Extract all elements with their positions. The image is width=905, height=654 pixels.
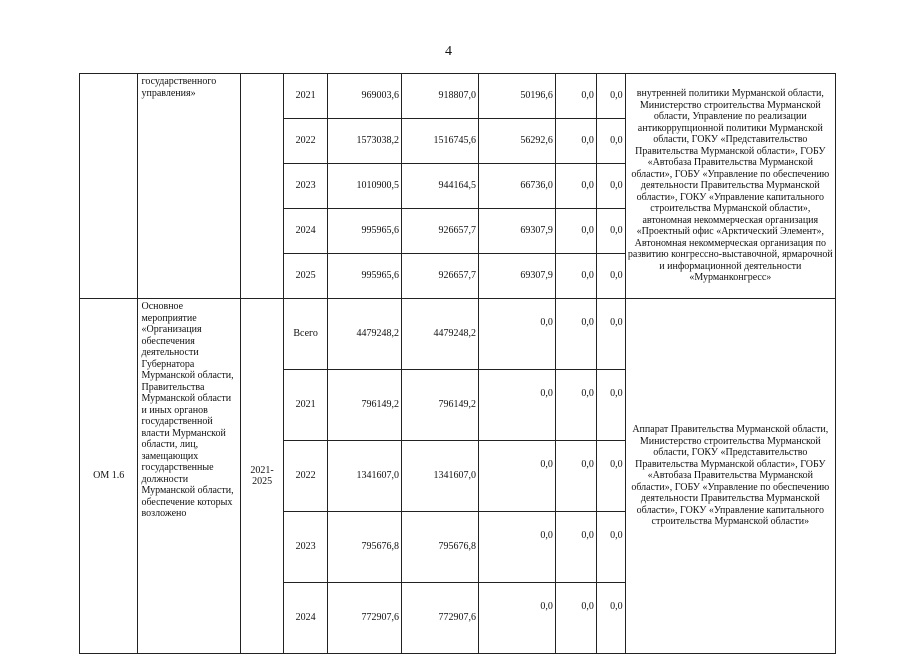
regional-budget-cell: 796149,2 xyxy=(402,370,479,441)
total-cell: 796149,2 xyxy=(328,370,402,441)
federal-budget-cell: 66736,0 xyxy=(478,164,555,209)
local-budget-cell: 0,0 xyxy=(555,74,596,119)
program-table xyxy=(79,73,836,654)
federal-budget-cell: 0,0 xyxy=(478,583,555,654)
local-budget-cell: 0,0 xyxy=(555,209,596,254)
federal-budget-cell: 0,0 xyxy=(478,441,555,512)
other-sources-cell: 0,0 xyxy=(596,254,625,299)
regional-budget-cell: 1341607,0 xyxy=(402,441,479,512)
local-budget-cell: 0,0 xyxy=(555,370,596,441)
local-budget-cell: 0,0 xyxy=(555,583,596,654)
year-cell: 2024 xyxy=(284,583,328,654)
regional-budget-cell: 918807,0 xyxy=(402,74,479,119)
total-cell: 772907,6 xyxy=(328,583,402,654)
federal-budget-cell: 0,0 xyxy=(478,370,555,441)
local-budget-cell: 0,0 xyxy=(555,299,596,370)
local-budget-cell: 0,0 xyxy=(555,441,596,512)
regional-budget-cell: 926657,7 xyxy=(402,209,479,254)
local-budget-cell: 0,0 xyxy=(555,119,596,164)
federal-budget-cell: 56292,6 xyxy=(478,119,555,164)
year-cell: 2024 xyxy=(284,209,328,254)
federal-budget-cell: 50196,6 xyxy=(478,74,555,119)
code-cell-empty xyxy=(80,74,138,299)
year-cell: 2022 xyxy=(284,441,328,512)
federal-budget-cell: 69307,9 xyxy=(478,209,555,254)
local-budget-cell: 0,0 xyxy=(555,512,596,583)
regional-budget-cell: 4479248,2 xyxy=(402,299,479,370)
total-cell: 995965,6 xyxy=(328,209,402,254)
total-cell: 795676,8 xyxy=(328,512,402,583)
total-cell: 1573038,2 xyxy=(328,119,402,164)
total-cell: 969003,6 xyxy=(328,74,402,119)
regional-budget-cell: 944164,5 xyxy=(402,164,479,209)
period-cell: 2021-2025 xyxy=(241,299,284,654)
regional-budget-cell: 1516745,6 xyxy=(402,119,479,164)
executors-cell: внутренней политики Мурманской области, Министерство строительства Мурманской области, Управление по реализации антикоррупционной политики Мурманской области, ГОКУ «Представительство Правительства Мурманской области», ГОБУ «Автобаза Правительства Мурманской области», ГОБУ «Управление по обеспечению деятельности Правительства Мурманской области», ГОКУ «Управление капитального строительства Мурманской области», автономная некоммерческая организация «Проектный офис «Арктический Элемент», Автономная некоммерческая организация по развитию конгрессно-выставочной, ярмарочной и информационной деятельности «Мурманконгресс» xyxy=(625,74,835,299)
year-cell: 2023 xyxy=(284,164,328,209)
executors-cell: Аппарат Правительства Мурманской области, Министерство строительства Мурманской области, ГОКУ «Представительство Правительства Мурманской области», ГОБУ «Автобаза Правительства Мурманской области», ГОБУ «Управление по обеспечению деятельности Правительства Мурманской области», ГОКУ «Управление капитального строительства Мурманской области» xyxy=(625,299,835,654)
year-cell: 2021 xyxy=(284,74,328,119)
measure-code-cell: ОМ 1.6 xyxy=(80,299,138,654)
local-budget-cell: 0,0 xyxy=(555,164,596,209)
regional-budget-cell: 772907,6 xyxy=(402,583,479,654)
measure-name-cell: Основное мероприятие «Организация обеспечения деятельности Губернатора Мурманской области, Правительства Мурманской области и иных органов государственной власти Мурманской области, лиц, замещающих государственные должности Мурманской области, обеспечение которых возложено xyxy=(138,299,241,654)
period-cell-empty xyxy=(241,74,284,299)
federal-budget-cell: 0,0 xyxy=(478,299,555,370)
measure-name-cell: государственного управления» xyxy=(138,74,241,299)
regional-budget-cell: 795676,8 xyxy=(402,512,479,583)
total-cell: 1010900,5 xyxy=(328,164,402,209)
other-sources-cell: 0,0 xyxy=(596,370,625,441)
other-sources-cell: 0,0 xyxy=(596,119,625,164)
other-sources-cell: 0,0 xyxy=(596,164,625,209)
year-cell: 2025 xyxy=(284,254,328,299)
page-number: 4 xyxy=(445,44,452,59)
year-cell: 2022 xyxy=(284,119,328,164)
federal-budget-cell: 69307,9 xyxy=(478,254,555,299)
regional-budget-cell: 926657,7 xyxy=(402,254,479,299)
other-sources-cell: 0,0 xyxy=(596,512,625,583)
table-row xyxy=(80,74,836,119)
other-sources-cell: 0,0 xyxy=(596,209,625,254)
year-cell: Всего xyxy=(284,299,328,370)
total-cell: 995965,6 xyxy=(328,254,402,299)
total-cell: 4479248,2 xyxy=(328,299,402,370)
other-sources-cell: 0,0 xyxy=(596,74,625,119)
table-row xyxy=(80,299,836,370)
total-cell: 1341607,0 xyxy=(328,441,402,512)
other-sources-cell: 0,0 xyxy=(596,583,625,654)
federal-budget-cell: 0,0 xyxy=(478,512,555,583)
other-sources-cell: 0,0 xyxy=(596,299,625,370)
local-budget-cell: 0,0 xyxy=(555,254,596,299)
year-cell: 2021 xyxy=(284,370,328,441)
other-sources-cell: 0,0 xyxy=(596,441,625,512)
year-cell: 2023 xyxy=(284,512,328,583)
